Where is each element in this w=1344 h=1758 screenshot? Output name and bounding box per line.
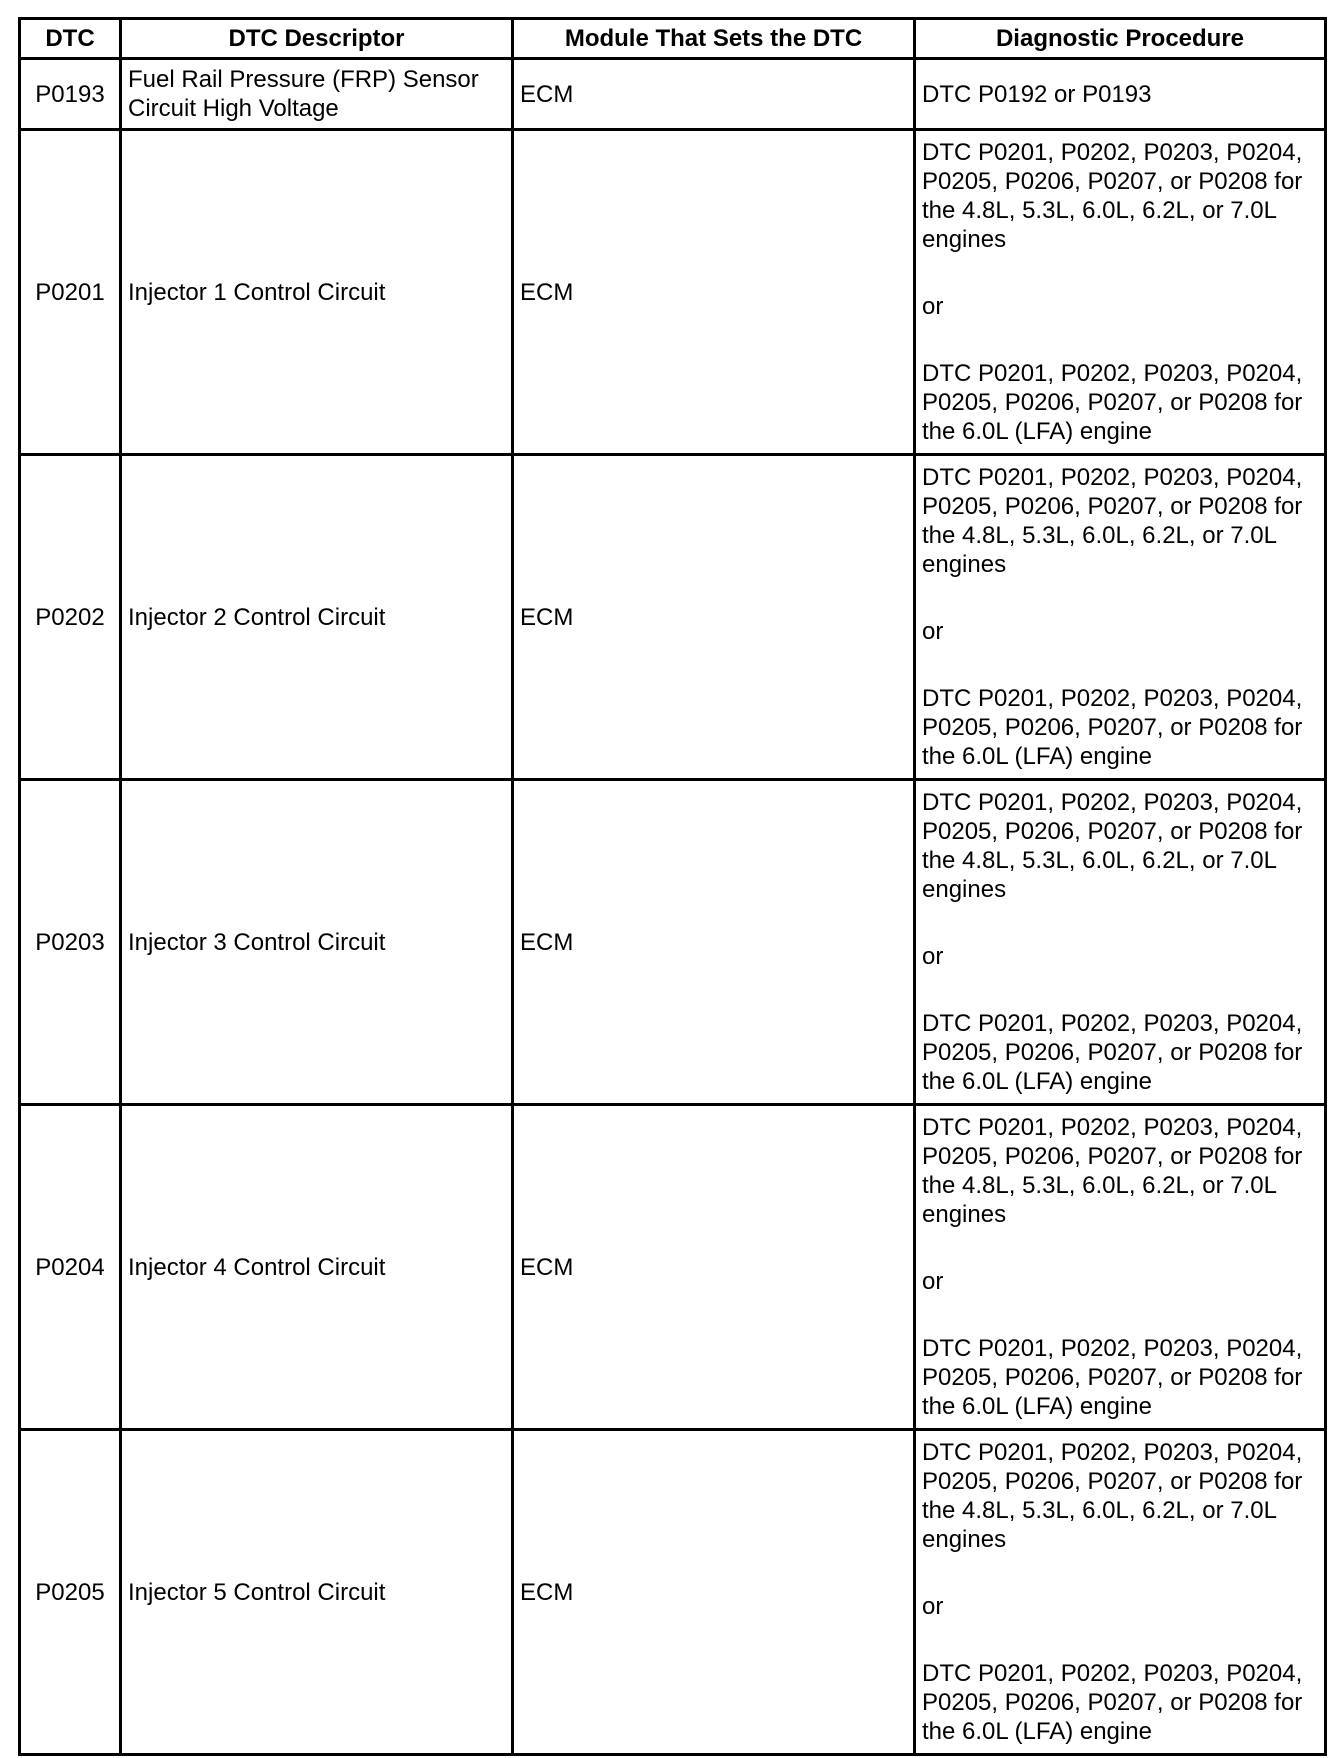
cell-procedure [915,455,1326,780]
procedure-or: or [922,1593,944,1620]
table-row [20,1430,1326,1755]
header-descriptor: DTC Descriptor [121,19,513,59]
table-row [20,780,1326,1105]
procedure-or: or [922,293,944,320]
procedure-or: or [922,943,944,970]
dtc-table [18,17,1327,1756]
procedure-option-b: DTC P0201, P0202, P0203, P0204, P0205, P0206, P0207, or P0208 for the 6.0L (LFA) engine [922,685,1303,770]
cell-dtc: P0193 [20,59,121,130]
table-row [20,130,1326,455]
cell-dtc: P0201 [20,130,121,455]
table-header-row [20,19,1326,59]
table-row [20,455,1326,780]
cell-dtc: P0204 [20,1105,121,1430]
procedure-option-a: DTC P0201, P0202, P0203, P0204, P0205, P0206, P0207, or P0208 for the 4.8L, 5.3L, 6.0L, 6.2L, or 7.0L engines [922,789,1303,903]
cell-dtc: P0203 [20,780,121,1105]
procedure-or: or [922,1268,944,1295]
cell-descriptor: Injector 5 Control Circuit [121,1430,513,1755]
cell-procedure [915,780,1326,1105]
cell-descriptor: Injector 4 Control Circuit [121,1105,513,1430]
cell-procedure [915,130,1326,455]
procedure-option-b: DTC P0201, P0202, P0203, P0204, P0205, P0206, P0207, or P0208 for the 6.0L (LFA) engine [922,360,1303,445]
cell-module: ECM [513,780,915,1105]
cell-procedure: DTC P0192 or P0193 [915,59,1326,130]
cell-procedure [915,1430,1326,1755]
table-row [20,59,1326,130]
procedure-or: or [922,618,944,645]
cell-module: ECM [513,59,915,130]
procedure-option-b: DTC P0201, P0202, P0203, P0204, P0205, P0206, P0207, or P0208 for the 6.0L (LFA) engine [922,1335,1303,1420]
table-row [20,1105,1326,1430]
cell-module: ECM [513,1430,915,1755]
procedure-option-a: DTC P0201, P0202, P0203, P0204, P0205, P0206, P0207, or P0208 for the 4.8L, 5.3L, 6.0L, 6.2L, or 7.0L engines [922,139,1303,253]
cell-procedure [915,1105,1326,1430]
cell-dtc: P0205 [20,1430,121,1755]
cell-descriptor: Injector 1 Control Circuit [121,130,513,455]
cell-descriptor: Fuel Rail Pressure (FRP) Sensor Circuit High Voltage [121,59,513,130]
procedure-option-a: DTC P0201, P0202, P0203, P0204, P0205, P0206, P0207, or P0208 for the 4.8L, 5.3L, 6.0L, 6.2L, or 7.0L engines [922,1114,1303,1228]
procedure-option-b: DTC P0201, P0202, P0203, P0204, P0205, P0206, P0207, or P0208 for the 6.0L (LFA) engine [922,1010,1303,1095]
procedure-option-a: DTC P0201, P0202, P0203, P0204, P0205, P0206, P0207, or P0208 for the 4.8L, 5.3L, 6.0L, 6.2L, or 7.0L engines [922,464,1303,578]
procedure-option-a: DTC P0201, P0202, P0203, P0204, P0205, P0206, P0207, or P0208 for the 4.8L, 5.3L, 6.0L, 6.2L, or 7.0L engines [922,1439,1303,1553]
header-procedure: Diagnostic Procedure [915,19,1326,59]
cell-module: ECM [513,455,915,780]
header-module: Module That Sets the DTC [513,19,915,59]
cell-descriptor: Injector 2 Control Circuit [121,455,513,780]
cell-dtc: P0202 [20,455,121,780]
cell-module: ECM [513,1105,915,1430]
procedure-option-b: DTC P0201, P0202, P0203, P0204, P0205, P0206, P0207, or P0208 for the 6.0L (LFA) engine [922,1660,1303,1745]
header-dtc: DTC [20,19,121,59]
cell-descriptor: Injector 3 Control Circuit [121,780,513,1105]
cell-module: ECM [513,130,915,455]
